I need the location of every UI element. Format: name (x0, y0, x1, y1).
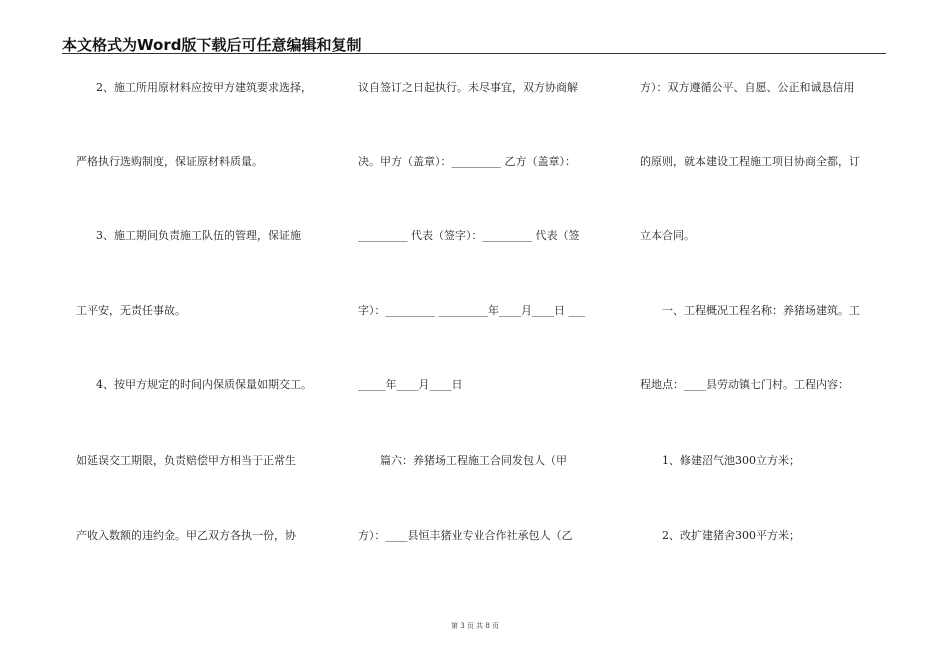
text-line: 3、施工期间负责施工队伍的管理，保证施 (96, 229, 301, 242)
header-divider (62, 53, 886, 54)
text-line: 2、改扩建猪舍300平方米； (662, 529, 800, 542)
text-line: 议自签订之日起执行。未尽事宜，双方协商解 (358, 81, 578, 94)
text-line: 1、修建沼气池300立方米； (662, 454, 800, 467)
text-line: 方）：____县恒丰猪业专业合作社承包人（乙 (358, 529, 573, 542)
text-line: 篇六：养猪场工程施工合同发包人（甲 (380, 454, 567, 467)
text-line: 字）：_________ _________年____月____日 ___ (358, 304, 585, 317)
text-line: 工平安，无责任事故。 (76, 304, 186, 317)
text-line: _________ 代表（签字）：_________ 代表（签 (358, 229, 580, 242)
document-header: 本文格式为Word版下载后可任意编辑和复制 (62, 36, 362, 54)
text-line: 2、施工所用原材料应按甲方建筑要求选择， (96, 81, 312, 94)
text-line: 4、按甲方规定的时间内保质保量如期交工。 (96, 378, 312, 391)
text-line: 立本合同。 (640, 229, 695, 242)
text-line: 如延误交工期限，负责赔偿甲方相当于正常生 (76, 454, 296, 467)
text-line: 程地点：____县劳动镇七门村。工程内容： (640, 378, 849, 391)
text-line: 一、工程概况工程名称：养猪场建筑。工 (662, 304, 860, 317)
text-line: 决。甲方（盖章）：_________ 乙方（盖章）： (358, 155, 576, 168)
text-line: 的原则，就本建设工程施工项目协商全都，订 (640, 155, 860, 168)
text-line: 方）：双方遵循公平、自愿、公正和诚恳信用 (640, 81, 855, 94)
text-line: 产收入数额的违约金。甲乙双方各执一份，协 (76, 529, 296, 542)
text-line: 严格执行选购制度，保证原材料质量。 (76, 155, 263, 168)
page-number: 第 3 页 共 8 页 (450, 622, 500, 630)
text-line: _____年____月____日 (358, 378, 463, 391)
